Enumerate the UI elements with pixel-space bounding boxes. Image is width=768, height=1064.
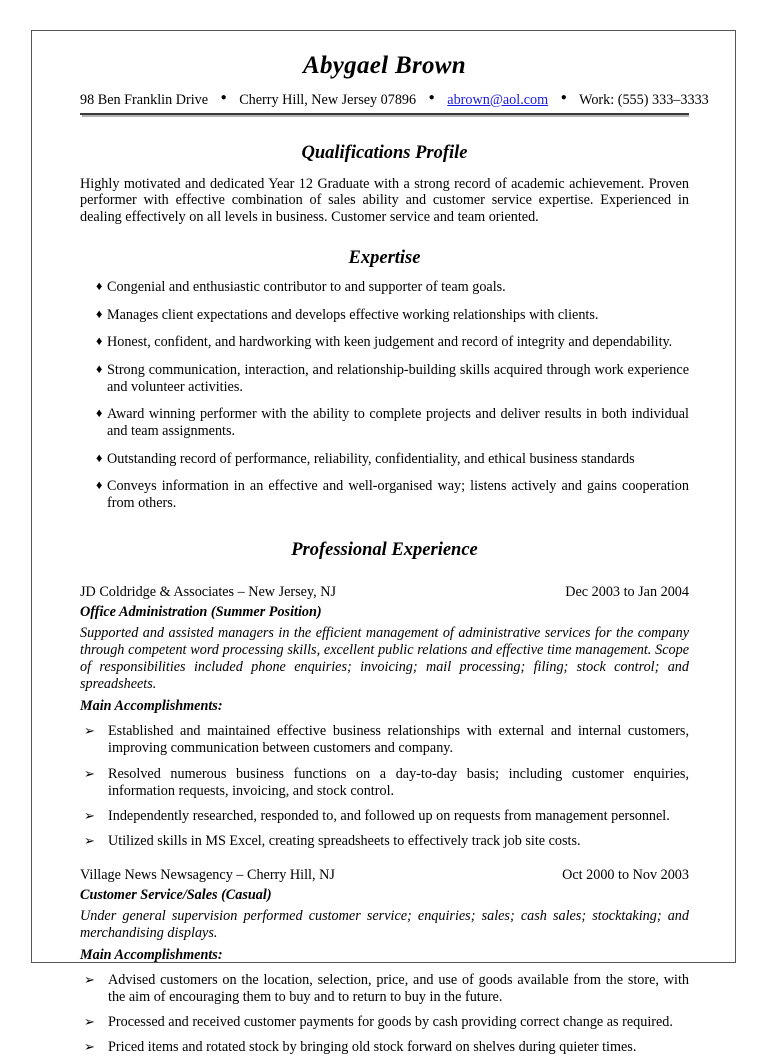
- list-item: [80, 478, 689, 512]
- job-company: Village News Newsagency – Cherry Hill, NJ: [80, 866, 335, 883]
- resume-content: [80, 31, 709, 1064]
- page-title: Abygael Brown: [303, 52, 466, 79]
- job-header: [80, 867, 689, 885]
- arrow-bullet-icon: ➢: [84, 723, 95, 739]
- diamond-bullet-icon: ♦: [96, 306, 103, 321]
- contact-email-link[interactable]: abrown@aol.com: [447, 91, 549, 108]
- list-item-text: Outstanding record of performance, reliability, confidentiality, and ethical business standards: [107, 450, 635, 467]
- diamond-bullet-icon: ♦: [96, 279, 103, 294]
- job-dates: Oct 2000 to Nov 2003: [562, 866, 689, 883]
- diamond-bullet-icon: ♦: [96, 478, 103, 493]
- list-item: [80, 362, 689, 396]
- accomplishments-label: Main Accomplishments:: [80, 946, 223, 963]
- job-title: Office Administration (Summer Position): [80, 604, 322, 621]
- diamond-bullet-icon: ♦: [96, 361, 103, 376]
- list-item-text: Conveys information in an effective and well-organised way; listens actively and gains cooperation from others.: [107, 478, 689, 512]
- diamond-bullet-icon: ♦: [96, 450, 103, 465]
- job-entry: [80, 584, 689, 850]
- arrow-bullet-icon: ➢: [84, 807, 95, 823]
- list-item-text: Advised customers on the location, selection, price, and use of goods available from the store, with the aim of encouraging them to buy and to return to buy in the future.: [108, 972, 689, 1006]
- list-item: [80, 279, 689, 296]
- list-item-text: Resolved numerous business functions on a day-to-day basis; including customer enquiries, information requests, invoicing, and stock control.: [108, 765, 689, 799]
- list-item-text: Strong communication, interaction, and relationship-building skills acquired through work experience and volunteer activities.: [107, 361, 689, 395]
- list-item-text: Established and maintained effective business relationships with external and internal customers, improving communication between customers and company.: [108, 723, 689, 757]
- contact-address: 98 Ben Franklin Drive: [80, 91, 209, 108]
- contact-city-state-zip: Cherry Hill, New Jersey 07896: [239, 91, 417, 108]
- bullet-separator-icon: ●: [220, 92, 227, 104]
- list-item: [80, 723, 689, 757]
- list-item: [80, 406, 689, 440]
- list-item: [80, 334, 689, 351]
- contact-phone: Work: (555) 333–3333: [579, 91, 709, 108]
- section-heading-qualifications: Qualifications Profile: [301, 142, 468, 163]
- job-description: Supported and assisted managers in the efficient management of administrative services for the company through competent word processing skills, excellent public relations and effective time management. Scope of responsibilities included phone enquiries; invoicing; mail processing; filing; stock control; and spreadsheets.: [80, 624, 689, 692]
- arrow-bullet-icon: ➢: [84, 1014, 95, 1030]
- arrow-bullet-icon: ➢: [84, 972, 95, 988]
- arrow-bullet-icon: ➢: [84, 765, 95, 781]
- job-description: Under general supervision performed customer service; enquiries; sales; cash sales; stocktaking; and merchandising displays.: [80, 907, 689, 941]
- list-item-text: Processed and received customer payments for goods by cash providing correct change as required.: [108, 1014, 673, 1031]
- list-item-text: Honest, confident, and hardworking with keen judgement and record of integrity and dependability.: [107, 334, 673, 351]
- accomplishments-list: [80, 723, 689, 849]
- list-item: [80, 1014, 689, 1031]
- qualifications-paragraph: Highly motivated and dedicated Year 12 Graduate with a strong record of academic achievement. Proven performer with effective combination of sales ability and customer service expertise. Experienced in dealing effectively on all levels in business. Customer service and team oriented.: [80, 175, 689, 226]
- divider-shadow-line: [82, 115, 689, 117]
- list-item: [80, 451, 689, 468]
- list-item: [80, 766, 689, 800]
- list-item: [80, 808, 689, 825]
- list-item-text: Priced items and rotated stock by bringing old stock forward on shelves during quieter times.: [108, 1039, 637, 1056]
- list-item: [80, 972, 689, 1006]
- accomplishments-label: Main Accomplishments:: [80, 697, 223, 714]
- job-header: [80, 584, 689, 602]
- list-item-text: Manages client expectations and develops effective working relationships with clients.: [107, 306, 599, 323]
- job-title: Customer Service/Sales (Casual): [80, 887, 272, 904]
- job-company: JD Coldridge & Associates – New Jersey, NJ: [80, 583, 336, 600]
- expertise-list: [80, 279, 689, 512]
- bullet-separator-icon: ●: [560, 92, 567, 104]
- section-heading-experience: Professional Experience: [291, 540, 478, 561]
- diamond-bullet-icon: ♦: [96, 334, 103, 349]
- arrow-bullet-icon: ➢: [84, 1039, 95, 1055]
- arrow-bullet-icon: ➢: [84, 832, 95, 848]
- list-item-text: Congenial and enthusiastic contributor to and supporter of team goals.: [107, 279, 506, 296]
- list-item: [80, 307, 689, 324]
- bullet-separator-icon: ●: [428, 92, 435, 104]
- header-divider: [80, 113, 689, 118]
- list-item-text: Independently researched, responded to, and followed up on requests from management personnel.: [108, 807, 670, 824]
- list-item: [80, 833, 689, 850]
- job-dates: Dec 2003 to Jan 2004: [565, 583, 689, 600]
- list-item-text: Utilized skills in MS Excel, creating spreadsheets to effectively track job site costs.: [108, 832, 581, 849]
- list-item: [80, 1039, 689, 1056]
- section-heading-expertise: Expertise: [348, 247, 421, 268]
- accomplishments-list: [80, 972, 689, 1056]
- job-entry: [80, 867, 689, 1057]
- diamond-bullet-icon: ♦: [96, 406, 103, 421]
- list-item-text: Award winning performer with the ability to complete projects and deliver results in both individual and team assignments.: [107, 406, 689, 440]
- resume-page: [31, 30, 736, 1056]
- contact-line: [80, 91, 709, 109]
